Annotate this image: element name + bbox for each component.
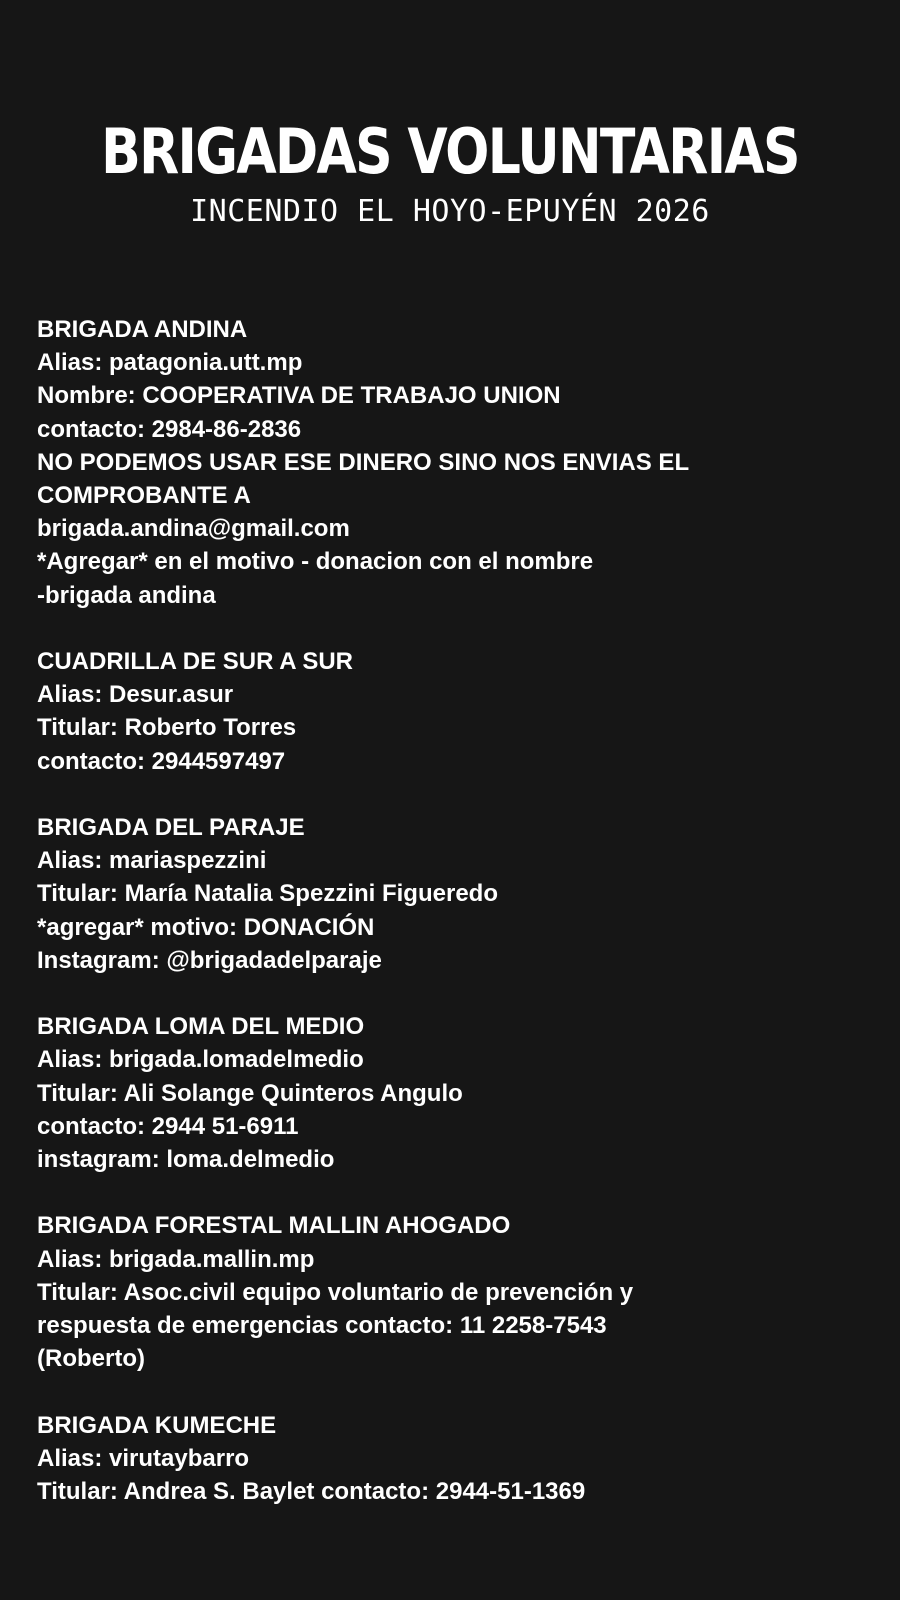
brigade-forestal-mallin-ahogado	[37, 1209, 867, 1375]
brigade-instagram: Instagram: @brigadadelparaje	[37, 946, 382, 974]
brigade-holder: Titular: Ali Solange Quinteros Angulo	[37, 1079, 463, 1107]
brigade-list	[37, 313, 867, 1541]
brigade-note: COMPROBANTE A	[37, 482, 251, 510]
brigade-instruction: *agregar* motivo: DONACIÓN	[37, 913, 375, 941]
page-subtitle: INCENDIO EL HOYO-EPUYÉN 2026	[190, 194, 710, 229]
brigade-de-sur-a-sur	[37, 645, 867, 778]
page-title: BRIGADAS VOLUNTARIAS	[101, 115, 799, 188]
brigade-name: BRIGADA LOMA DEL MEDIO	[37, 1013, 365, 1041]
brigade-name: BRIGADA DEL PARAJE	[37, 814, 305, 842]
brigade-instruction: *Agregar* en el motivo - donacion con el nombre	[37, 548, 594, 576]
brigade-contact-person: (Roberto)	[37, 1345, 145, 1373]
brigade-andina	[37, 313, 867, 612]
brigade-kumeche	[37, 1409, 867, 1509]
brigade-name: CUADRILLA DE SUR A SUR	[37, 648, 353, 676]
brigade-name: BRIGADA ANDINA	[37, 316, 248, 343]
brigade-contact: contacto: 2984-86-2836	[37, 415, 302, 443]
brigade-email: brigada.andina@gmail.com	[37, 515, 350, 543]
brigade-instruction: -brigada andina	[37, 581, 216, 609]
brigade-alias: Alias: virutaybarro	[37, 1444, 250, 1472]
brigade-alias: Alias: brigada.lomadelmedio	[37, 1046, 364, 1074]
brigade-note: NO PODEMOS USAR ESE DINERO SINO NOS ENVIAS EL	[37, 448, 690, 476]
brigade-alias: Alias: patagonia.utt.mp	[37, 349, 303, 377]
brigade-loma-del-medio	[37, 1010, 867, 1176]
brigade-holder: Titular: Roberto Torres	[37, 714, 297, 742]
brigade-alias: Alias: brigada.mallin.mp	[37, 1245, 315, 1273]
brigade-holder: Titular: Asoc.civil equipo voluntario de prevención y	[37, 1278, 634, 1306]
brigade-name: BRIGADA FORESTAL MALLIN AHOGADO	[37, 1212, 511, 1240]
brigade-holder-contact: Titular: Andrea S. Baylet contacto: 2944-51-1369	[37, 1478, 586, 1506]
brigade-alias: Alias: mariaspezzini	[37, 847, 267, 875]
brigade-alias: Alias: Desur.asur	[37, 681, 234, 709]
brigade-holder-name: Nombre: COOPERATIVA DE TRABAJO UNION	[37, 382, 561, 410]
brigade-contact: contacto: 2944 51-6911	[37, 1112, 299, 1140]
brigade-name: BRIGADA KUMECHE	[37, 1411, 277, 1439]
brigade-contact: contacto: 2944597497	[37, 747, 286, 775]
brigade-holder: Titular: María Natalia Spezzini Figueredo	[37, 880, 498, 908]
brigade-del-paraje	[37, 811, 867, 977]
brigade-instagram: instagram: loma.delmedio	[37, 1146, 335, 1174]
brigade-holder-contact: respuesta de emergencias contacto: 11 2258-7543	[37, 1312, 607, 1340]
